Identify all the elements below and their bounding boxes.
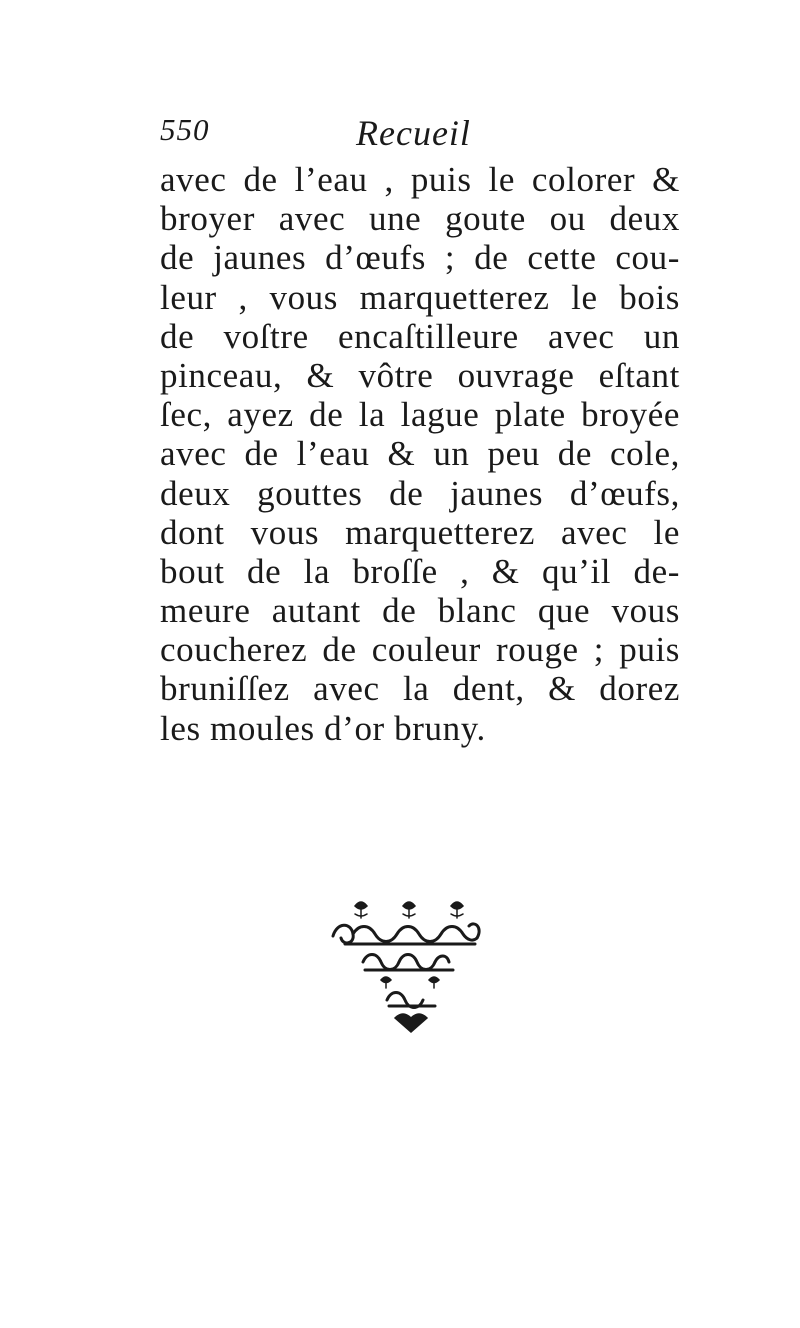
ornament-scroll-band [333, 924, 479, 944]
running-head [160, 112, 670, 160]
fleuron-ornament-icon [325, 896, 495, 1036]
ornament-sprig [403, 902, 415, 918]
text-line: avec de l’eau , puis le colorer & [160, 160, 680, 199]
text-line: meure autant de blanc que vous [160, 591, 680, 631]
text-line: de voſtre encaſtilleure avec un [160, 316, 680, 356]
ornament-finial [395, 1014, 427, 1032]
text-line: deux gouttes de jaunes d’œufs, [160, 473, 680, 513]
text-line: bruniſſez avec la dent, & dorez [160, 669, 680, 709]
page-number: 550 [160, 112, 210, 147]
text-line: les moules d’or bruny. [160, 708, 486, 748]
text-line: pinceau, & vôtre ouvrage eſtant [160, 355, 680, 395]
text-line: avec de l’eau & un peu de cole, [160, 434, 680, 474]
body-text [160, 160, 680, 748]
ornament-sprig [355, 902, 367, 918]
text-line: leur , vous marquetterez le bois [160, 277, 680, 317]
text-line: coucherez de couleur rouge ; puis [160, 630, 680, 670]
ornament-sprig [381, 977, 439, 988]
ornament-sprig [451, 902, 463, 918]
running-title: Recueil [356, 113, 471, 153]
text-line: broyer avec une goute ou deux [160, 199, 680, 239]
text-line: dont vous marquetterez avec le [160, 512, 680, 552]
text-line: bout de la broſſe , & qu’il de- [160, 551, 680, 591]
text-line: de jaunes d’œufs ; de cette cou- [160, 238, 680, 278]
ornament-scroll-band [387, 993, 435, 1008]
text-line: ſec, ayez de la lague plate broyée [160, 395, 680, 435]
ornament-scroll-band [363, 955, 453, 971]
